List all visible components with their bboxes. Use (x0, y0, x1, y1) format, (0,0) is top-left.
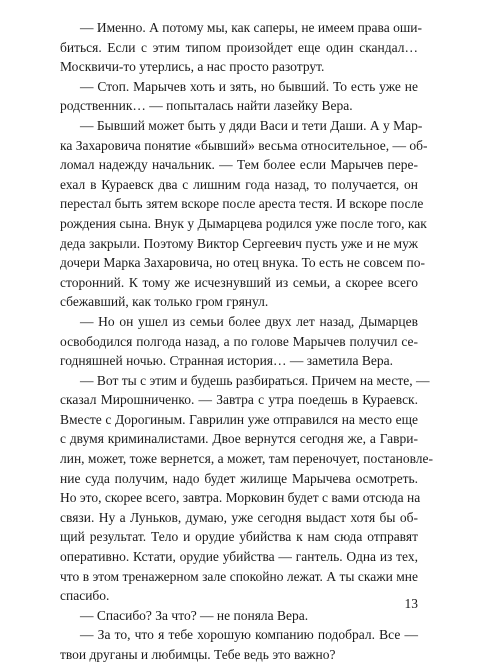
text-line: годняшней ночью. Странная история… — заметила Вера. (60, 353, 393, 369)
text-line: — Стоп. Марычев хоть и зять, но бывший. То есть уже не (80, 78, 418, 94)
text-line: с двумя криминалистами. Двое вернутся сегодня же, а Гаври- (60, 431, 418, 447)
text-line: что в этом тренажерном зале спокойно лежат. А ты скажи мне (60, 568, 418, 584)
text-line: — За то, что я тебе хорошую компанию подобрал. Все — (80, 627, 418, 643)
text-line: сторонний. К тому же исчезнувший из семьи, а скорее всего (60, 274, 418, 290)
text-line: биться. Если с этим типом произойдет еще один скандал… (60, 39, 418, 55)
text-line: — Именно. А потому мы, как саперы, не имеем права оши- (80, 20, 422, 35)
text-line: Но это, скорее всего, завтра. Морковин будет с вами отсюда на (60, 490, 421, 506)
text-line: сказал Мирошниченко. — Завтра с утра поедешь в Кураевск. (60, 392, 418, 408)
text-line: дочери Марка Захаровича, но отец внука. То есть не совсем по- (60, 255, 425, 271)
text-line: связи. Ну а Луньков, думаю, уже сегодня выдаст хотя бы об- (60, 509, 418, 525)
body-text (60, 18, 433, 665)
text-line: перестал быть зятем вскоре после ареста тестя. И вскоре после (60, 196, 424, 212)
text-line: ехал в Кураевск два с лишним года назад, то получается, он (60, 176, 418, 192)
text-line: сбежавший, как только гром грянул. (60, 294, 269, 310)
text-line: деда закрыли. Поэтому Виктор Сергеевич пусть уже и не муж (60, 235, 418, 251)
text-line: освободился полгода назад, а по голове Марычев получил се- (60, 333, 418, 349)
text-line: рождения сына. Внук у Дымарцева родился уже после того, как (60, 215, 427, 231)
page-number: 13 (404, 596, 418, 611)
text-line: ка Захаровича понятие «бывший» весьма относительное, — об- (60, 137, 428, 153)
text-line: — Но он ушел из семьи более двух лет назад, Дымарцев (80, 313, 418, 329)
text-line: спасибо. (60, 588, 110, 604)
text-line: родственник… — попыталась найти лазейку Вера. (60, 98, 353, 114)
text-line: лин, может, тоже вернется, а может, там переночует, постановле- (60, 451, 433, 467)
text-line: ние суда получим, надо будет жилище Марычева осмотреть. (60, 470, 418, 486)
text-line: — Спасибо? За что? — не поняла Вера. (80, 607, 309, 623)
text-line: — Бывший может быть у дяди Васи и тети Даши. А у Мар- (80, 117, 423, 133)
text-line: твои друганы и любимцы. Тебе ведь это важно? (60, 647, 336, 662)
text-line: — Вот ты с этим и будешь разбираться. Причем на месте, — (80, 372, 430, 388)
text-line: оперативно. Кстати, орудие убийства — гантель. Одна из тех, (60, 549, 418, 565)
text-line: Вместе с Дорогиным. Гаврилин уже отправился на место еще (60, 411, 418, 427)
text-line: ломал надежду начальник. — Тем более если Марычев пере- (60, 157, 418, 173)
text-line: Москвичи-то утерлись, а нас просто разотрут. (60, 59, 325, 75)
text-line: щий результат. Тело и орудие убийства к нам сюда отправят (60, 529, 418, 545)
